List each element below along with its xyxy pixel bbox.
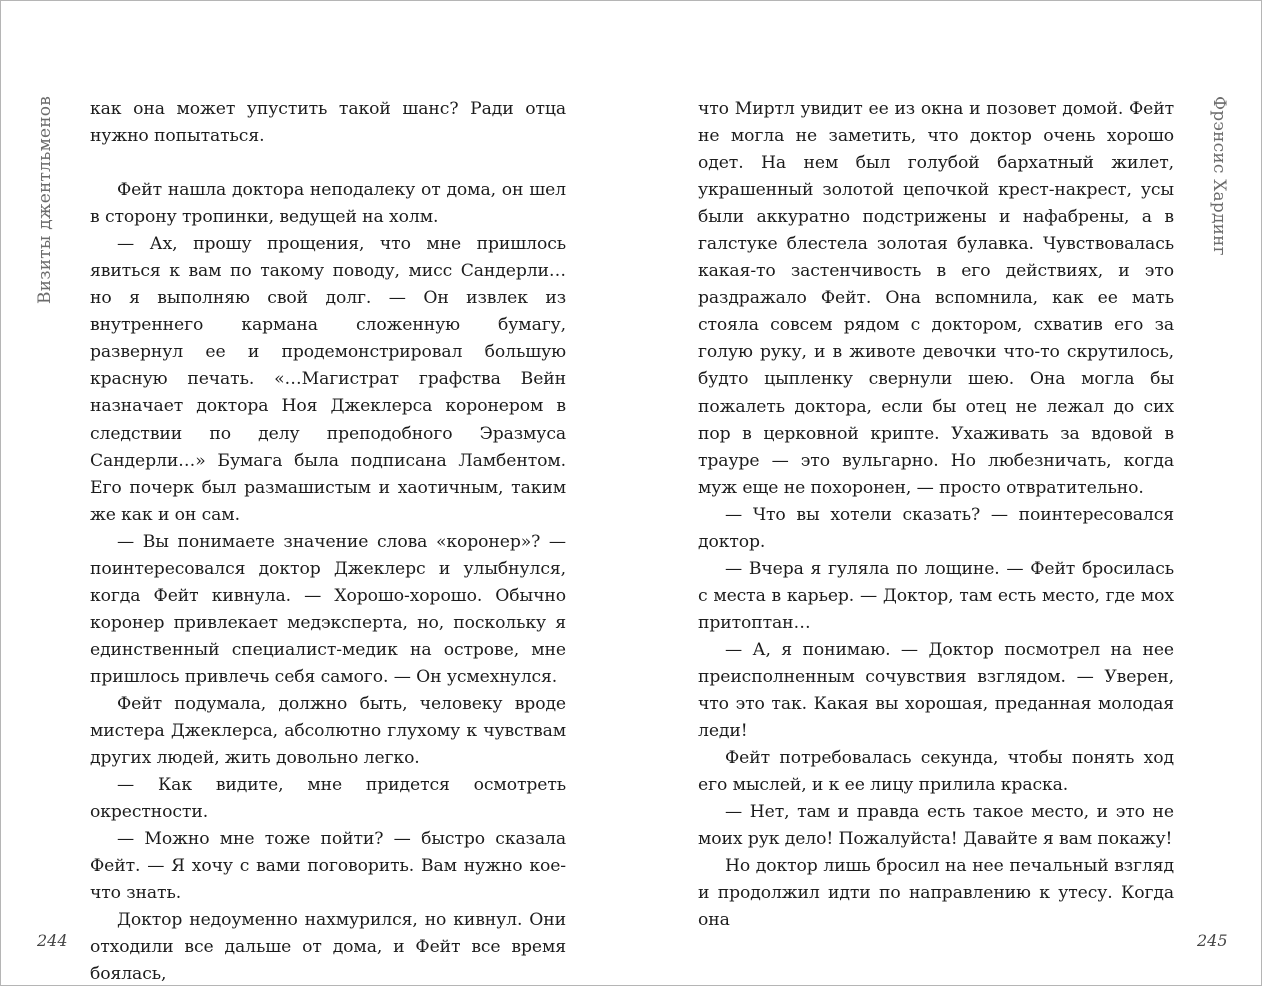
- paragraph: что Миртл увидит ее из окна и позовет домой. Фейт не могла не заметить, что доктор очень хорошо одет. На нем был голубой бархатный жилет, украшенный золотой цепочкой крест-накрест, усы были аккуратно подстрижены и нафабрены, а в галстуке блестела золотая булавка. Чувствовалась какая-то застенчивость в его действиях, и это раздражало Фейт. Она вспомнила, как ее мать стояла совсем рядом с доктором, схватив его за голую руку, и в животе девочки что-то скрутилось, будто цыпленку свернули шею. Она могла бы пожалеть доктора, если бы отец не лежал до сих пор в церковной крипте. Ухаживать за вдовой в трауре — это вульгарно. Но любезничать, когда муж еще не похоронен, — просто отвратительно.: [698, 99, 1174, 498]
- paragraph: — Вы понимаете значение слова «коронер»? — поинтересовался доктор Джеклерс и улыбнулся, когда Фейт кивнула. — Хорошо-хорошо. Обычно коронер привлекает медэксперта, но, поскольку я единственный специалист-медик на острове, мне пришлось привлечь себя самого. — Он усмехнулся.: [90, 531, 566, 687]
- paragraph: Фейт нашла доктора неподалеку от дома, он шел в сторону тропинки, ведущей на холм.: [90, 180, 566, 228]
- paragraph: — Можно мне тоже пойти? — быстро сказала Фейт. — Я хочу с вами поговорить. Вам нужно кое-что знать.: [90, 829, 566, 904]
- paragraph: — Как видите, мне придется осмотреть окрестности.: [90, 775, 566, 823]
- paragraph: Фейт потребовалась секунда, чтобы понять ход его мыслей, и к ее лицу прилила краска.: [698, 748, 1174, 796]
- running-head-book-title: Визиты джентльменов: [35, 96, 55, 304]
- paragraph: — Нет, там и правда есть такое место, и это не моих рук дело! Пожалуйста! Давайте я вам покажу!: [698, 802, 1174, 850]
- left-page: [1, 1, 631, 985]
- paragraph: — Вчера я гуляла по лощине. — Фейт бросилась с места в карьер. — Доктор, там есть место, где мох притоптан…: [698, 558, 1174, 633]
- paragraph: — А, я понимаю. — Доктор посмотрел на нее преисполненным сочувствия взглядом. — Уверен, что это так. Какая вы хорошая, преданная молодая леди!: [698, 639, 1174, 742]
- page-number: 245: [1197, 931, 1228, 950]
- paragraph: — Ах, прошу прощения, что мне пришлось явиться к вам по такому поводу, мисс Сандерли… но я выполняю свой долг. — Он извлек из внутреннего кармана сложенную бумагу, развернул ее и продемонстрировал большую красную печать. «…Магистрат графства Вейн назначает доктора Ноя Джеклерса коронером в следствии по делу преподобного Эразмуса Сандерли…» Бумага была подписана Ламбентом. Его почерк был размашистым и хаотичным, таким же как и он сам.: [90, 234, 566, 525]
- paragraph: как она может упустить такой шанс? Ради отца нужно попытаться.: [90, 99, 566, 147]
- left-page-text: [90, 96, 566, 989]
- right-page: [631, 1, 1261, 985]
- page-number: 244: [37, 931, 68, 950]
- running-head-author: Фрэнсис Хардинг: [1209, 96, 1229, 256]
- paragraph: — Что вы хотели сказать? — поинтересовался доктор.: [698, 504, 1174, 552]
- paragraph: Доктор недоуменно нахмурился, но кивнул. Они отходили все дальше от дома, и Фейт все время боялась,: [90, 910, 566, 985]
- right-page-text: [698, 96, 1174, 934]
- paragraph: Но доктор лишь бросил на нее печальный взгляд и продолжил идти по направлению к утесу. Когда она: [698, 856, 1174, 931]
- paragraph: Фейт подумала, должно быть, человеку вроде мистера Джеклерса, абсолютно глухому к чувствам других людей, жить довольно легко.: [90, 693, 566, 769]
